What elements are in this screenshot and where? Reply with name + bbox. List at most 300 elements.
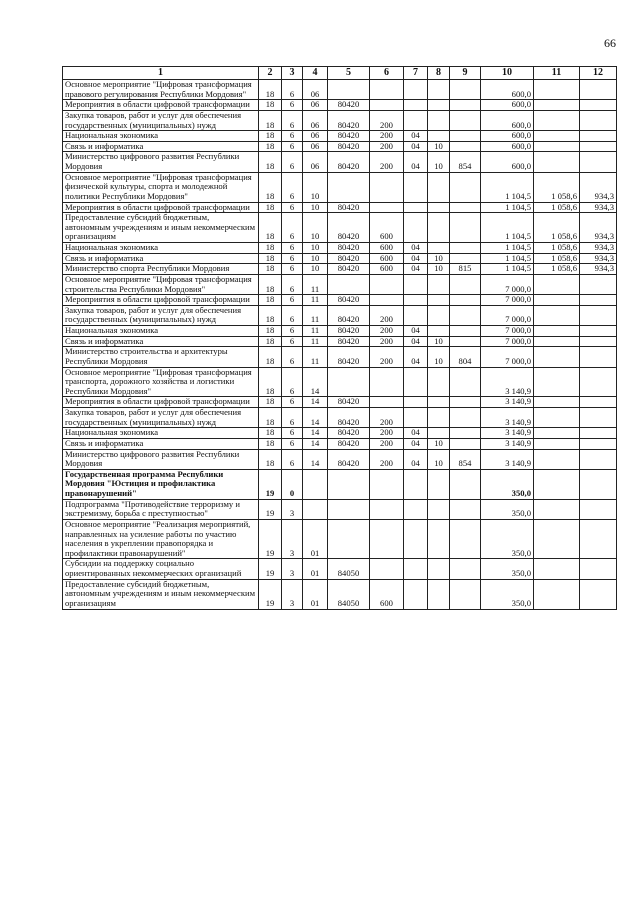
code-pp-cell: 6 [282, 141, 303, 152]
table-row [63, 141, 617, 152]
amount-year2-cell: 1 058,6 [534, 202, 580, 213]
amount-year1-cell: 7 000,0 [481, 347, 534, 367]
code-pp-cell: 6 [282, 305, 303, 325]
table-header-row [63, 67, 617, 80]
code-om-cell: 01 [303, 519, 328, 559]
subsection-cell [428, 110, 450, 130]
code-pp-cell: 6 [282, 367, 303, 397]
code-gp-cell: 19 [259, 469, 282, 499]
amount-year1-cell: 600,0 [481, 141, 534, 152]
table-row [63, 449, 617, 469]
row-name-cell: Государственная программа Республики Мордовия "Юстиция и профилактика правонарушений" [63, 469, 259, 499]
code-gp-cell: 18 [259, 80, 282, 100]
expense-type-cell: 200 [370, 347, 404, 367]
subsection-cell [428, 499, 450, 519]
amount-year3-cell [580, 559, 617, 579]
code-om-cell: 11 [303, 295, 328, 306]
amount-year3-cell [580, 519, 617, 559]
subsection-cell [428, 559, 450, 579]
code-gp-cell: 19 [259, 559, 282, 579]
ministry-code-cell [450, 243, 481, 254]
row-name-cell: Мероприятия в области цифровой трансформации [63, 397, 259, 408]
section-cell [404, 100, 428, 111]
code-gp-cell: 18 [259, 347, 282, 367]
subsection-cell [428, 295, 450, 306]
amount-year2-cell [534, 367, 580, 397]
code-pp-cell: 6 [282, 80, 303, 100]
code-direction-cell [328, 367, 370, 397]
expense-type-cell: 200 [370, 131, 404, 142]
code-direction-cell: 80420 [328, 213, 370, 243]
ministry-code-cell [450, 305, 481, 325]
amount-year1-cell: 350,0 [481, 469, 534, 499]
ministry-code-cell [450, 100, 481, 111]
ministry-code-cell [450, 438, 481, 449]
amount-year2-cell [534, 152, 580, 172]
section-cell: 04 [404, 152, 428, 172]
table-body [63, 80, 617, 610]
budget-table [62, 66, 617, 610]
code-direction-cell: 80420 [328, 438, 370, 449]
amount-year2-cell [534, 100, 580, 111]
code-pp-cell: 6 [282, 213, 303, 243]
column-header: 3 [282, 67, 303, 80]
code-direction-cell: 80420 [328, 141, 370, 152]
code-om-cell: 10 [303, 213, 328, 243]
amount-year3-cell: 934,3 [580, 243, 617, 254]
code-gp-cell: 18 [259, 110, 282, 130]
table-row [63, 202, 617, 213]
table-row [63, 367, 617, 397]
table-row [63, 428, 617, 439]
code-pp-cell: 6 [282, 326, 303, 337]
amount-year2-cell: 1 058,6 [534, 253, 580, 264]
code-gp-cell: 18 [259, 305, 282, 325]
column-header: 12 [580, 67, 617, 80]
table-row [63, 100, 617, 111]
amount-year2-cell [534, 295, 580, 306]
amount-year3-cell [580, 141, 617, 152]
table-row [63, 243, 617, 254]
amount-year3-cell [580, 326, 617, 337]
code-om-cell: 14 [303, 367, 328, 397]
subsection-cell [428, 326, 450, 337]
expense-type-cell [370, 367, 404, 397]
amount-year1-cell: 600,0 [481, 80, 534, 100]
code-direction-cell: 80420 [328, 295, 370, 306]
section-cell [404, 110, 428, 130]
amount-year1-cell: 350,0 [481, 559, 534, 579]
amount-year3-cell [580, 80, 617, 100]
amount-year1-cell: 600,0 [481, 131, 534, 142]
code-gp-cell: 18 [259, 428, 282, 439]
expense-type-cell: 200 [370, 152, 404, 172]
amount-year3-cell [580, 305, 617, 325]
section-cell: 04 [404, 131, 428, 142]
subsection-cell [428, 408, 450, 428]
table-row [63, 172, 617, 202]
amount-year2-cell [534, 397, 580, 408]
code-direction-cell: 80420 [328, 428, 370, 439]
column-header: 2 [259, 67, 282, 80]
expense-type-cell: 200 [370, 428, 404, 439]
code-pp-cell: 0 [282, 469, 303, 499]
amount-year2-cell: 1 058,6 [534, 264, 580, 275]
code-om-cell: 06 [303, 152, 328, 172]
amount-year3-cell [580, 274, 617, 294]
code-om-cell: 11 [303, 274, 328, 294]
amount-year3-cell [580, 367, 617, 397]
code-gp-cell: 18 [259, 253, 282, 264]
expense-type-cell [370, 202, 404, 213]
code-om-cell: 14 [303, 438, 328, 449]
code-gp-cell: 18 [259, 100, 282, 111]
row-name-cell: Основное мероприятие "Цифровая трансформация строительства Республики Мордовия" [63, 274, 259, 294]
code-direction-cell: 84050 [328, 559, 370, 579]
amount-year2-cell [534, 519, 580, 559]
code-pp-cell: 6 [282, 428, 303, 439]
row-name-cell: Субсидии на поддержку социально ориентированных некоммерческих организаций [63, 559, 259, 579]
amount-year1-cell: 7 000,0 [481, 326, 534, 337]
amount-year3-cell [580, 295, 617, 306]
row-name-cell: Подпрограмма "Противодействие терроризму и экстремизму, борьба с преступностью" [63, 499, 259, 519]
amount-year2-cell [534, 336, 580, 347]
amount-year1-cell: 3 140,9 [481, 367, 534, 397]
code-direction-cell: 80420 [328, 336, 370, 347]
code-direction-cell: 80420 [328, 305, 370, 325]
code-direction-cell: 80420 [328, 243, 370, 254]
amount-year2-cell: 1 058,6 [534, 172, 580, 202]
amount-year2-cell [534, 305, 580, 325]
subsection-cell: 10 [428, 336, 450, 347]
row-name-cell: Основное мероприятие "Реализация мероприятий, направленных на усиление работы по участию населения в укреплении правопорядка и профилактики правонарушений" [63, 519, 259, 559]
expense-type-cell: 200 [370, 336, 404, 347]
column-header: 7 [404, 67, 428, 80]
subsection-cell: 10 [428, 347, 450, 367]
code-om-cell: 10 [303, 243, 328, 254]
code-om-cell: 11 [303, 347, 328, 367]
amount-year2-cell [534, 449, 580, 469]
column-header: 10 [481, 67, 534, 80]
amount-year3-cell: 934,3 [580, 202, 617, 213]
expense-type-cell: 600 [370, 213, 404, 243]
row-name-cell: Предоставление субсидий бюджетным, автономным учреждениям и иным некоммерческим организациям [63, 213, 259, 243]
code-om-cell: 06 [303, 80, 328, 100]
code-direction-cell [328, 172, 370, 202]
amount-year1-cell: 350,0 [481, 519, 534, 559]
amount-year1-cell: 350,0 [481, 579, 534, 609]
code-om-cell [303, 499, 328, 519]
ministry-code-cell [450, 559, 481, 579]
amount-year2-cell [534, 499, 580, 519]
row-name-cell: Предоставление субсидий бюджетным, автономным учреждениям и иным некоммерческим организациям [63, 579, 259, 609]
subsection-cell [428, 100, 450, 111]
row-name-cell: Связь и информатика [63, 438, 259, 449]
subsection-cell [428, 579, 450, 609]
section-cell: 04 [404, 253, 428, 264]
table-row [63, 305, 617, 325]
code-om-cell: 11 [303, 305, 328, 325]
row-name-cell: Национальная экономика [63, 428, 259, 439]
code-direction-cell: 80420 [328, 326, 370, 337]
ministry-code-cell [450, 428, 481, 439]
table-row [63, 579, 617, 609]
section-cell: 04 [404, 449, 428, 469]
code-gp-cell: 19 [259, 499, 282, 519]
ministry-code-cell: 854 [450, 449, 481, 469]
ministry-code-cell [450, 213, 481, 243]
ministry-code-cell [450, 367, 481, 397]
code-om-cell: 14 [303, 408, 328, 428]
expense-type-cell: 600 [370, 579, 404, 609]
code-direction-cell: 80420 [328, 110, 370, 130]
section-cell [404, 469, 428, 499]
code-om-cell: 06 [303, 110, 328, 130]
code-direction-cell [328, 80, 370, 100]
code-om-cell: 14 [303, 449, 328, 469]
table-row [63, 295, 617, 306]
column-header: 1 [63, 67, 259, 80]
table-row [63, 469, 617, 499]
ministry-code-cell [450, 80, 481, 100]
expense-type-cell: 200 [370, 141, 404, 152]
section-cell [404, 213, 428, 243]
code-direction-cell: 80420 [328, 253, 370, 264]
table-row [63, 519, 617, 559]
row-name-cell: Основное мероприятие "Цифровая трансформация правового регулирования Республики Мордовия" [63, 80, 259, 100]
code-pp-cell: 6 [282, 202, 303, 213]
row-name-cell: Мероприятия в области цифровой трансформации [63, 100, 259, 111]
column-header: 8 [428, 67, 450, 80]
ministry-code-cell: 804 [450, 347, 481, 367]
subsection-cell [428, 469, 450, 499]
ministry-code-cell [450, 172, 481, 202]
expense-type-cell [370, 100, 404, 111]
code-gp-cell: 18 [259, 326, 282, 337]
row-name-cell: Закупка товаров, работ и услуг для обеспечения государственных (муниципальных) нужд [63, 408, 259, 428]
code-pp-cell: 3 [282, 579, 303, 609]
code-om-cell: 10 [303, 202, 328, 213]
row-name-cell: Основное мероприятие "Цифровая трансформация физической культуры, спорта и молодежной политики Республики Мордовия" [63, 172, 259, 202]
row-name-cell: Связь и информатика [63, 336, 259, 347]
amount-year1-cell: 600,0 [481, 100, 534, 111]
section-cell [404, 202, 428, 213]
amount-year3-cell: 934,3 [580, 213, 617, 243]
amount-year3-cell [580, 428, 617, 439]
amount-year2-cell [534, 428, 580, 439]
section-cell: 04 [404, 264, 428, 275]
amount-year2-cell: 1 058,6 [534, 243, 580, 254]
section-cell [404, 579, 428, 609]
expense-type-cell [370, 519, 404, 559]
code-direction-cell [328, 519, 370, 559]
section-cell [404, 305, 428, 325]
code-gp-cell: 18 [259, 397, 282, 408]
code-direction-cell [328, 274, 370, 294]
expense-type-cell [370, 274, 404, 294]
code-pp-cell: 6 [282, 131, 303, 142]
table-row [63, 347, 617, 367]
row-name-cell: Министерство цифрового развития Республики Мордовия [63, 449, 259, 469]
amount-year2-cell [534, 80, 580, 100]
amount-year1-cell: 3 140,9 [481, 397, 534, 408]
code-gp-cell: 18 [259, 202, 282, 213]
ministry-code-cell [450, 295, 481, 306]
code-gp-cell: 18 [259, 336, 282, 347]
code-pp-cell: 6 [282, 264, 303, 275]
section-cell [404, 408, 428, 428]
code-direction-cell [328, 499, 370, 519]
code-pp-cell: 6 [282, 110, 303, 130]
amount-year2-cell [534, 438, 580, 449]
code-om-cell: 14 [303, 428, 328, 439]
code-direction-cell [328, 469, 370, 499]
ministry-code-cell [450, 202, 481, 213]
amount-year1-cell: 3 140,9 [481, 428, 534, 439]
table-row [63, 264, 617, 275]
code-pp-cell: 6 [282, 152, 303, 172]
table-row [63, 213, 617, 243]
table-row [63, 80, 617, 100]
code-om-cell: 06 [303, 131, 328, 142]
code-direction-cell: 80420 [328, 264, 370, 275]
code-pp-cell: 6 [282, 438, 303, 449]
code-gp-cell: 18 [259, 295, 282, 306]
row-name-cell: Связь и информатика [63, 253, 259, 264]
expense-type-cell [370, 499, 404, 519]
section-cell [404, 519, 428, 559]
amount-year3-cell [580, 110, 617, 130]
row-name-cell: Закупка товаров, работ и услуг для обеспечения государственных (муниципальных) нужд [63, 305, 259, 325]
column-header: 6 [370, 67, 404, 80]
subsection-cell [428, 243, 450, 254]
code-gp-cell: 18 [259, 152, 282, 172]
code-om-cell: 10 [303, 253, 328, 264]
expense-type-cell [370, 80, 404, 100]
code-pp-cell: 6 [282, 408, 303, 428]
amount-year2-cell [534, 110, 580, 130]
amount-year2-cell [534, 326, 580, 337]
amount-year3-cell [580, 449, 617, 469]
code-om-cell: 01 [303, 559, 328, 579]
section-cell [404, 559, 428, 579]
subsection-cell [428, 428, 450, 439]
amount-year2-cell [534, 408, 580, 428]
code-gp-cell: 18 [259, 367, 282, 397]
section-cell: 04 [404, 336, 428, 347]
section-cell [404, 80, 428, 100]
amount-year2-cell: 1 058,6 [534, 213, 580, 243]
subsection-cell: 10 [428, 438, 450, 449]
ministry-code-cell: 815 [450, 264, 481, 275]
code-pp-cell: 3 [282, 559, 303, 579]
expense-type-cell: 600 [370, 253, 404, 264]
table-row [63, 336, 617, 347]
amount-year1-cell: 7 000,0 [481, 336, 534, 347]
column-header: 11 [534, 67, 580, 80]
amount-year2-cell [534, 579, 580, 609]
subsection-cell [428, 172, 450, 202]
code-gp-cell: 18 [259, 274, 282, 294]
code-om-cell: 06 [303, 141, 328, 152]
code-gp-cell: 18 [259, 449, 282, 469]
expense-type-cell [370, 469, 404, 499]
code-pp-cell: 3 [282, 519, 303, 559]
subsection-cell [428, 131, 450, 142]
expense-type-cell: 200 [370, 110, 404, 130]
expense-type-cell: 200 [370, 438, 404, 449]
code-pp-cell: 6 [282, 274, 303, 294]
amount-year3-cell [580, 397, 617, 408]
amount-year1-cell: 3 140,9 [481, 449, 534, 469]
amount-year1-cell: 600,0 [481, 110, 534, 130]
subsection-cell [428, 367, 450, 397]
amount-year3-cell [580, 152, 617, 172]
section-cell [404, 499, 428, 519]
code-direction-cell: 80420 [328, 397, 370, 408]
code-pp-cell: 6 [282, 253, 303, 264]
amount-year2-cell [534, 131, 580, 142]
section-cell: 04 [404, 141, 428, 152]
section-cell: 04 [404, 438, 428, 449]
subsection-cell: 10 [428, 264, 450, 275]
expense-type-cell: 200 [370, 305, 404, 325]
code-om-cell: 11 [303, 326, 328, 337]
section-cell: 04 [404, 326, 428, 337]
code-gp-cell: 18 [259, 213, 282, 243]
subsection-cell [428, 202, 450, 213]
ministry-code-cell [450, 408, 481, 428]
row-name-cell: Министерство цифрового развития Республики Мордовия [63, 152, 259, 172]
row-name-cell: Национальная экономика [63, 326, 259, 337]
code-pp-cell: 6 [282, 100, 303, 111]
code-direction-cell: 80420 [328, 202, 370, 213]
code-direction-cell: 80420 [328, 152, 370, 172]
row-name-cell: Закупка товаров, работ и услуг для обеспечения государственных (муниципальных) нужд [63, 110, 259, 130]
section-cell: 04 [404, 243, 428, 254]
row-name-cell: Связь и информатика [63, 141, 259, 152]
amount-year3-cell [580, 347, 617, 367]
amount-year1-cell: 1 104,5 [481, 213, 534, 243]
code-om-cell: 10 [303, 264, 328, 275]
code-om-cell [303, 469, 328, 499]
subsection-cell [428, 397, 450, 408]
code-gp-cell: 18 [259, 438, 282, 449]
amount-year1-cell: 7 000,0 [481, 305, 534, 325]
subsection-cell: 10 [428, 253, 450, 264]
row-name-cell: Министерство спорта Республики Мордовия [63, 264, 259, 275]
subsection-cell [428, 305, 450, 325]
amount-year1-cell: 3 140,9 [481, 438, 534, 449]
code-direction-cell: 80420 [328, 131, 370, 142]
expense-type-cell: 600 [370, 264, 404, 275]
code-gp-cell: 18 [259, 172, 282, 202]
table-row [63, 559, 617, 579]
row-name-cell: Национальная экономика [63, 131, 259, 142]
amount-year1-cell: 1 104,5 [481, 243, 534, 254]
code-gp-cell: 18 [259, 131, 282, 142]
amount-year2-cell [534, 347, 580, 367]
subsection-cell [428, 519, 450, 559]
table-row [63, 397, 617, 408]
section-cell: 04 [404, 347, 428, 367]
table-row [63, 253, 617, 264]
ministry-code-cell [450, 326, 481, 337]
code-pp-cell: 6 [282, 449, 303, 469]
ministry-code-cell [450, 499, 481, 519]
subsection-cell [428, 274, 450, 294]
section-cell: 04 [404, 428, 428, 439]
